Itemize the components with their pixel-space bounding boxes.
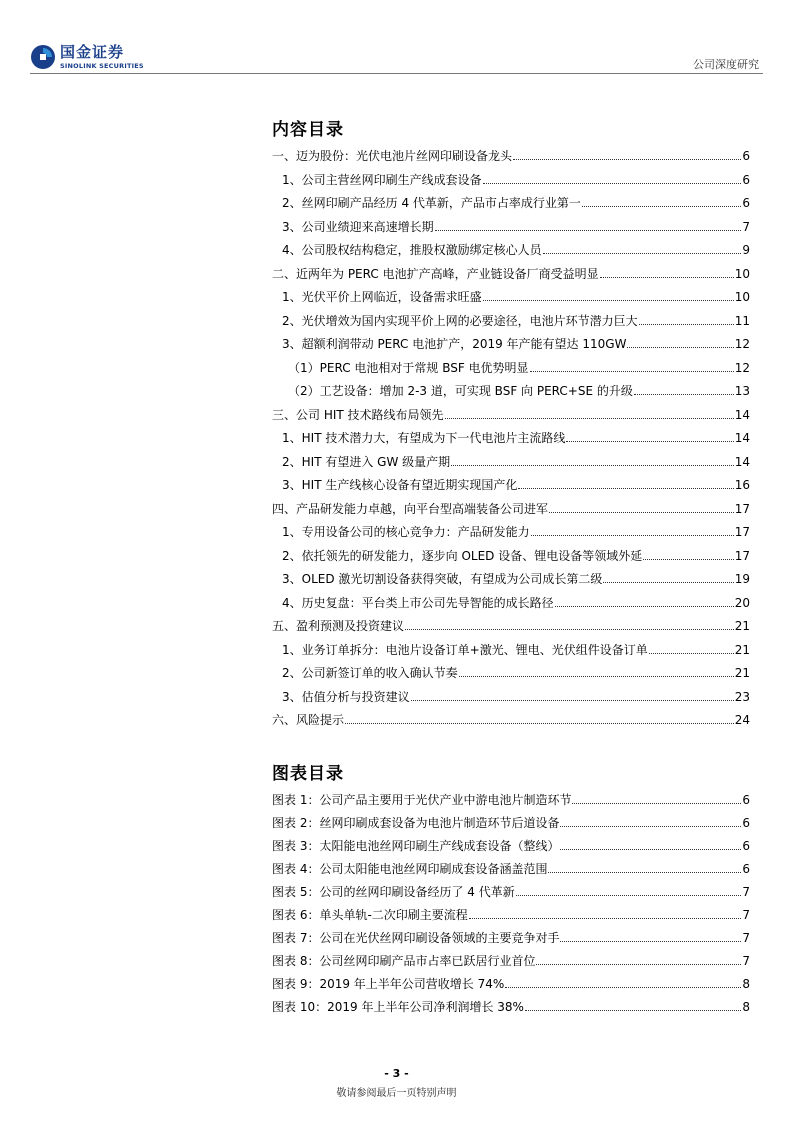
toc-entry[interactable]	[272, 427, 750, 445]
toc-entry[interactable]	[272, 169, 750, 187]
figure-entry-page: 6	[742, 793, 750, 807]
figure-entry-page: 6	[742, 816, 750, 830]
toc-entry[interactable]	[272, 239, 750, 257]
dot-leader	[483, 300, 734, 301]
dot-leader	[435, 230, 742, 231]
toc-entry-page: 11	[734, 313, 750, 328]
toc-entry-text: 4、公司股权结构稳定，推股权激励绑定核心人员	[282, 243, 542, 257]
toc-entry-text: 2、HIT 有望进入 GW 级量产期	[282, 454, 451, 469]
dot-leader	[566, 441, 733, 442]
dot-leader	[536, 964, 741, 965]
figure-entry-text: 图表 3：太阳能电池丝网印刷生产线成套设备（整线）	[272, 839, 560, 853]
toc-entry-page: 16	[734, 478, 750, 492]
toc-entry-text: 2、光伏增效为国内实现平价上网的必要途径，电池片环节潜力巨大	[282, 313, 638, 328]
dot-leader	[505, 987, 741, 988]
dot-leader	[411, 700, 734, 701]
figure-entry-text: 图表 1：公司产品主要用于光伏产业中游电池片制造环节	[272, 793, 572, 807]
toc-entry-text: 3、超额利润带动 PERC 电池扩产，2019 年产能有望达 110GW	[282, 337, 627, 351]
dot-leader	[572, 803, 741, 804]
dot-leader	[603, 582, 733, 583]
toc-entry-text: 1、HIT 技术潜力大，有望成为下一代电池片主流路线	[282, 431, 566, 445]
dot-leader	[451, 465, 734, 466]
dot-leader	[459, 676, 734, 677]
toc-entry[interactable]	[272, 662, 750, 680]
toc-entry-page: 17	[734, 548, 750, 563]
toc-entry-page: 19	[734, 572, 750, 586]
figure-entry-page: 7	[742, 908, 750, 922]
toc-entry[interactable]	[272, 380, 750, 398]
page-header	[30, 40, 763, 76]
dot-leader	[518, 488, 733, 489]
dot-leader	[560, 941, 741, 942]
figure-entry-text: 图表 6：单头单轨-二次印刷主要流程	[272, 908, 468, 922]
toc-entry-text: 2、丝网印刷产品经历 4 代革新，产品市占率成行业第一	[282, 196, 581, 210]
toc-entry-page: 10	[734, 266, 750, 281]
figures-title: 图表目录	[272, 764, 344, 784]
toc-entry-text: 3、OLED 激光切割设备获得突破，有望成为公司成长第二级	[282, 572, 603, 586]
toc-entry-page: 13	[734, 384, 750, 398]
toc-entry-page: 12	[734, 360, 750, 375]
toc-entry-page: 24	[734, 713, 750, 727]
toc-entry-page: 21	[734, 666, 750, 680]
toc-entry-text: 4、历史复盘：平台类上市公司先导智能的成长路径	[282, 595, 554, 610]
figure-entry[interactable]	[272, 904, 750, 922]
toc-entry[interactable]	[272, 615, 750, 633]
figure-entry-text: 图表 7：公司在光伏丝网印刷设备领域的主要竞争对手	[272, 931, 560, 945]
toc-entry[interactable]	[272, 263, 750, 281]
toc-entry-text: 二、近两年为 PERC 电池扩产高峰，产业链设备厂商受益明显	[272, 266, 599, 281]
dot-leader	[634, 394, 734, 395]
toc-entry-page: 12	[734, 337, 750, 351]
toc-entry-page: 10	[734, 290, 750, 304]
toc-entry-page: 21	[734, 619, 750, 633]
toc-entry[interactable]	[272, 521, 750, 539]
figure-entry-page: 7	[742, 885, 750, 899]
toc-entry[interactable]	[272, 568, 750, 586]
toc-entry-page: 17	[734, 525, 750, 539]
logo-english-name: SINOLINK SECURITIES	[60, 61, 144, 70]
toc-entry-page: 9	[742, 243, 750, 257]
figure-entry[interactable]	[272, 927, 750, 945]
toc-entry[interactable]	[272, 286, 750, 304]
toc-entry-text: 三、公司 HIT 技术路线布局领先	[272, 407, 444, 422]
toc-entry-page: 6	[742, 172, 750, 187]
toc-entry-page: 6	[742, 149, 750, 163]
toc-title: 内容目录	[272, 120, 344, 140]
dot-leader	[525, 1010, 741, 1011]
toc-entry-text: （1）PERC 电池相对于常规 BSF 电优势明显	[288, 360, 529, 375]
toc-entry[interactable]	[272, 686, 750, 704]
toc-entry[interactable]	[272, 498, 750, 516]
toc-entry-text: 1、业务订单拆分：电池片设备订单+激光、锂电、光伏组件设备订单	[282, 642, 648, 657]
dot-leader	[548, 872, 741, 873]
report-type: 公司深度研究	[693, 58, 759, 71]
toc-entry-text: 2、依托领先的研发能力，逐步向 OLED 设备、锂电设备等领域外延	[282, 548, 643, 563]
toc-entry[interactable]	[272, 192, 750, 210]
figure-entry-text: 图表 10：2019 年上半年公司净利润增长 38%	[272, 1000, 524, 1014]
toc-entry[interactable]	[272, 357, 750, 375]
dot-leader	[643, 559, 733, 560]
dot-leader	[405, 629, 734, 630]
dot-leader	[560, 849, 741, 850]
toc-entry[interactable]	[272, 451, 750, 469]
figure-entry[interactable]	[272, 950, 750, 968]
page-number: - 3 -	[384, 1067, 409, 1080]
dot-leader	[345, 723, 734, 724]
dot-leader	[513, 159, 741, 160]
dot-leader	[639, 324, 734, 325]
dot-leader	[531, 535, 734, 536]
dot-leader	[483, 183, 742, 184]
dot-leader	[649, 653, 734, 654]
toc-entry[interactable]	[272, 592, 750, 610]
toc-entry-text: 3、估值分析与投资建议	[282, 689, 410, 704]
company-logo	[30, 44, 144, 70]
toc-entry[interactable]	[272, 216, 750, 234]
figure-entry[interactable]	[272, 789, 750, 807]
toc-entry[interactable]	[272, 474, 750, 492]
toc-entry-page: 17	[734, 501, 750, 516]
figure-entry-text: 图表 5：公司的丝网印刷设备经历了 4 代革新	[272, 885, 515, 899]
dot-leader	[627, 347, 733, 348]
figure-entry-page: 6	[742, 862, 750, 876]
figure-entry[interactable]	[272, 858, 750, 876]
header-divider	[30, 73, 763, 74]
dot-leader	[560, 826, 741, 827]
toc-entry-text: 1、光伏平价上网临近，设备需求旺盛	[282, 290, 482, 304]
dot-leader	[555, 606, 734, 607]
dot-leader	[516, 895, 742, 896]
figure-entry-page: 8	[742, 977, 750, 991]
toc-entry[interactable]	[272, 639, 750, 657]
toc-entry-text: 四、产品研发能力卓越，向平台型高端装备公司进军	[272, 501, 549, 516]
toc-entry[interactable]	[272, 145, 750, 163]
dot-leader	[469, 918, 742, 919]
toc-entry-page: 21	[734, 642, 750, 657]
sinolink-logo-icon	[30, 44, 56, 70]
toc-entry[interactable]	[272, 545, 750, 563]
toc-entry-page: 6	[742, 196, 750, 210]
toc-entry[interactable]	[272, 310, 750, 328]
figure-entry-text: 图表 2：丝网印刷成套设备为电池片制造环节后道设备	[272, 816, 560, 830]
toc-entry-page: 23	[734, 689, 750, 704]
figure-entry[interactable]	[272, 996, 750, 1014]
toc-entry[interactable]	[272, 333, 750, 351]
logo-chinese-name: 国金证券	[60, 42, 125, 61]
figure-entry-page: 7	[742, 954, 750, 968]
toc-entry-text: 3、HIT 生产线核心设备有望近期实现国产化	[282, 478, 518, 492]
toc-entry-text: 3、公司业绩迎来高速增长期	[282, 219, 434, 234]
figure-entry[interactable]	[272, 881, 750, 899]
toc-entry-text: 六、风险提示	[272, 713, 345, 727]
figure-entry-page: 8	[742, 1000, 750, 1014]
dot-leader	[543, 253, 742, 254]
toc-entry[interactable]	[272, 404, 750, 422]
figure-entry-text: 图表 8：公司丝网印刷产品市占率已跃居行业首位	[272, 954, 536, 968]
toc-entry-text: 一、迈为股份：光伏电池片丝网印刷设备龙头	[272, 149, 513, 163]
toc-entry-text: （2）工艺设备：增加 2-3 道，可实现 BSF 向 PERC+SE 的升级	[288, 384, 633, 398]
toc-entry-page: 7	[742, 219, 750, 234]
toc-entry-text: 五、盈利预测及投资建议	[272, 619, 405, 633]
disclaimer-note: 敬请参阅最后一页特别声明	[336, 1088, 457, 1099]
toc-entry-text: 1、专用设备公司的核心竞争力：产品研发能力	[282, 525, 530, 539]
toc-entry-page: 14	[734, 431, 750, 445]
toc-entry-page: 14	[734, 407, 750, 422]
toc-entry-text: 2、公司新签订单的收入确认节奏	[282, 666, 458, 680]
figure-entry-page: 7	[742, 931, 750, 945]
figure-entry[interactable]	[272, 812, 750, 830]
figure-entry-text: 图表 9：2019 年上半年公司营收增长 74%	[272, 977, 505, 991]
toc-entry[interactable]	[272, 709, 750, 727]
toc-entry-page: 14	[734, 454, 750, 469]
figure-entry[interactable]	[272, 835, 750, 853]
figure-entry[interactable]	[272, 973, 750, 991]
dot-leader	[549, 512, 734, 513]
dot-leader	[445, 418, 734, 419]
dot-leader	[530, 371, 734, 372]
dot-leader	[582, 206, 741, 207]
toc-entry-text: 1、公司主营丝网印刷生产线成套设备	[282, 172, 482, 187]
dot-leader	[600, 277, 734, 278]
toc-entry-page: 20	[734, 595, 750, 610]
figure-entry-page: 6	[742, 839, 750, 853]
figure-entry-text: 图表 4：公司太阳能电池丝网印刷成套设备涵盖范围	[272, 862, 548, 876]
